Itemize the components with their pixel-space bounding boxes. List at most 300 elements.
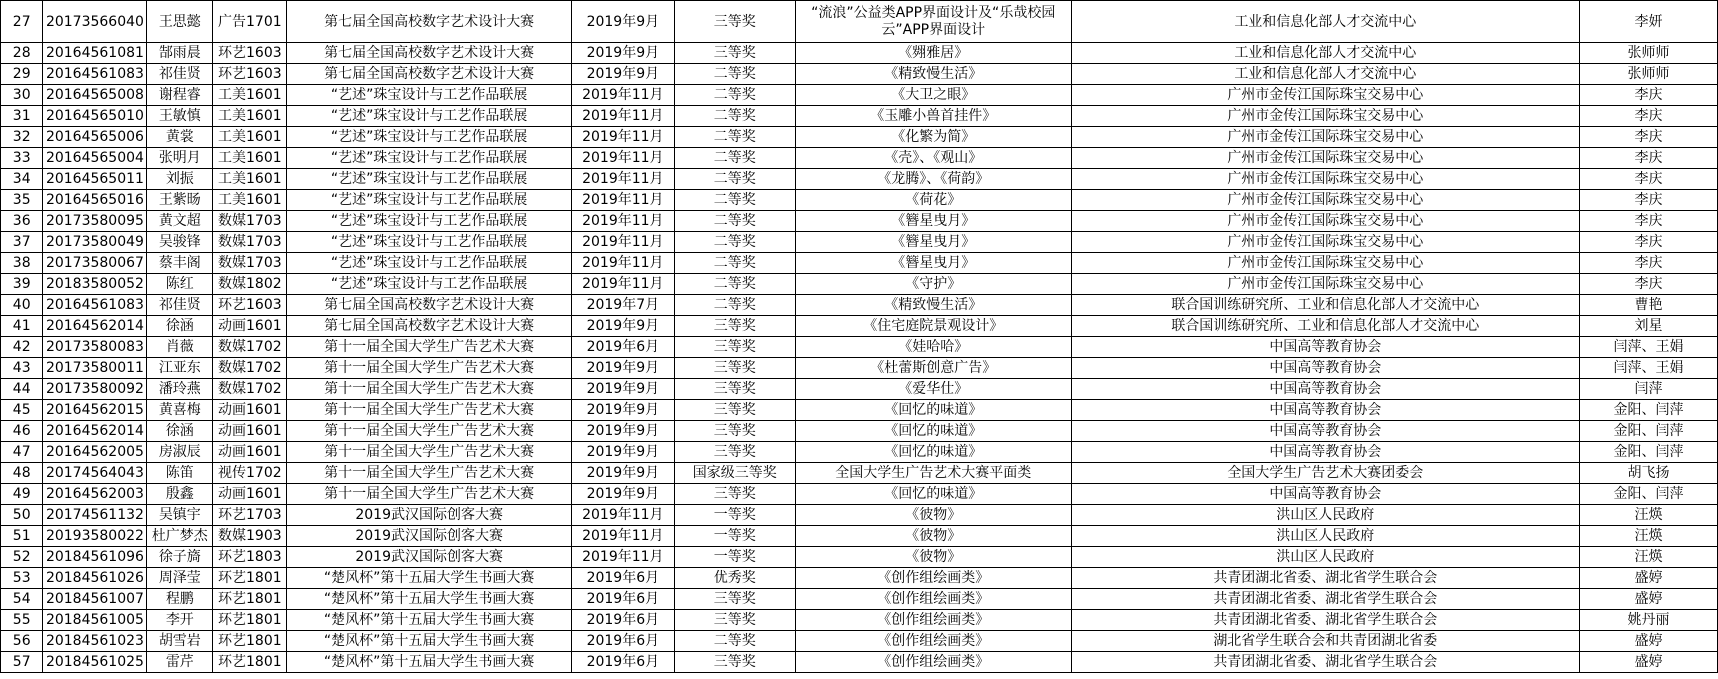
student-name-cell: 潘玲燕 xyxy=(147,379,213,400)
row-number-cell: 42 xyxy=(1,337,43,358)
organizer-cell: 全国大学生广告艺术大赛团委会 xyxy=(1071,463,1579,484)
advisor-cell: 汪煐 xyxy=(1579,526,1717,547)
date-cell: 2019年9月 xyxy=(571,484,674,505)
work-title-cell: 《精致慢生活》 xyxy=(795,295,1071,316)
student-id-cell: 20164562014 xyxy=(43,421,147,442)
organizer-cell: 工业和信息化部人才交流中心 xyxy=(1071,64,1579,85)
table-row xyxy=(1,253,1718,274)
date-cell: 2019年6月 xyxy=(571,589,674,610)
award-cell: 二等奖 xyxy=(674,106,795,127)
row-number-cell: 45 xyxy=(1,400,43,421)
row-number-cell: 33 xyxy=(1,148,43,169)
class-cell: 环艺1801 xyxy=(213,568,287,589)
class-cell: 数媒1703 xyxy=(213,211,287,232)
work-title-cell: “流浪”公益类APP界面设计及“乐哉校园云”APP界面设计 xyxy=(795,1,1071,43)
organizer-cell: 中国高等教育协会 xyxy=(1071,484,1579,505)
date-cell: 2019年9月 xyxy=(571,358,674,379)
competition-cell: “艺述”珠宝设计与工艺作品联展 xyxy=(287,148,571,169)
competition-cell: “楚风杯”第十五届大学生书画大赛 xyxy=(287,589,571,610)
class-cell: 动画1601 xyxy=(213,484,287,505)
advisor-cell: 闫萍、王娟 xyxy=(1579,337,1717,358)
competition-cell: 第十一届全国大学生广告艺术大赛 xyxy=(287,421,571,442)
table-row xyxy=(1,421,1718,442)
competition-cell: 第十一届全国大学生广告艺术大赛 xyxy=(287,484,571,505)
date-cell: 2019年11月 xyxy=(571,85,674,106)
work-title-cell: 《创作组绘画类》 xyxy=(795,610,1071,631)
advisor-cell: 盛婷 xyxy=(1579,631,1717,652)
organizer-cell: 广州市金传江国际珠宝交易中心 xyxy=(1071,106,1579,127)
table-row xyxy=(1,232,1718,253)
award-cell: 二等奖 xyxy=(674,64,795,85)
student-name-cell: 杜广梦杰 xyxy=(147,526,213,547)
advisor-cell: 李庆 xyxy=(1579,274,1717,295)
row-number-cell: 54 xyxy=(1,589,43,610)
work-title-cell: 《杜蕾斯创意广告》 xyxy=(795,358,1071,379)
competition-cell: 第七届全国高校数字艺术设计大赛 xyxy=(287,316,571,337)
competition-cell: “楚风杯”第十五届大学生书画大赛 xyxy=(287,631,571,652)
student-name-cell: 黄裳 xyxy=(147,127,213,148)
student-id-cell: 20173580049 xyxy=(43,232,147,253)
award-cell: 二等奖 xyxy=(674,295,795,316)
student-name-cell: 蔡丰阁 xyxy=(147,253,213,274)
organizer-cell: 洪山区人民政府 xyxy=(1071,526,1579,547)
work-title-cell: 《回忆的味道》 xyxy=(795,442,1071,463)
competition-cell: 2019武汉国际创客大赛 xyxy=(287,505,571,526)
competition-cell: “艺述”珠宝设计与工艺作品联展 xyxy=(287,211,571,232)
class-cell: 环艺1603 xyxy=(213,43,287,64)
student-id-cell: 20184561023 xyxy=(43,631,147,652)
student-name-cell: 张明月 xyxy=(147,148,213,169)
class-cell: 环艺1801 xyxy=(213,610,287,631)
competition-cell: 第十一届全国大学生广告艺术大赛 xyxy=(287,358,571,379)
award-cell: 三等奖 xyxy=(674,43,795,64)
class-cell: 工美1601 xyxy=(213,85,287,106)
student-name-cell: 吴镇宇 xyxy=(147,505,213,526)
table-row xyxy=(1,589,1718,610)
award-cell: 二等奖 xyxy=(674,631,795,652)
work-title-cell: 《荷花》 xyxy=(795,190,1071,211)
student-id-cell: 20164561081 xyxy=(43,43,147,64)
row-number-cell: 50 xyxy=(1,505,43,526)
row-number-cell: 29 xyxy=(1,64,43,85)
date-cell: 2019年11月 xyxy=(571,253,674,274)
student-id-cell: 20164565008 xyxy=(43,85,147,106)
row-number-cell: 53 xyxy=(1,568,43,589)
table-row xyxy=(1,400,1718,421)
table-row xyxy=(1,211,1718,232)
date-cell: 2019年9月 xyxy=(571,1,674,43)
organizer-cell: 中国高等教育协会 xyxy=(1071,358,1579,379)
student-name-cell: 祁佳贤 xyxy=(147,64,213,85)
work-title-cell: 《创作组绘画类》 xyxy=(795,568,1071,589)
date-cell: 2019年11月 xyxy=(571,148,674,169)
class-cell: 数媒1903 xyxy=(213,526,287,547)
organizer-cell: 中国高等教育协会 xyxy=(1071,442,1579,463)
advisor-cell: 汪煐 xyxy=(1579,547,1717,568)
competition-cell: “艺述”珠宝设计与工艺作品联展 xyxy=(287,127,571,148)
date-cell: 2019年11月 xyxy=(571,106,674,127)
class-cell: 动画1601 xyxy=(213,421,287,442)
competition-cell: “艺述”珠宝设计与工艺作品联展 xyxy=(287,85,571,106)
work-title-cell: 《精致慢生活》 xyxy=(795,64,1071,85)
work-title-cell: 《创作组绘画类》 xyxy=(795,631,1071,652)
award-cell: 三等奖 xyxy=(674,400,795,421)
table-row xyxy=(1,358,1718,379)
date-cell: 2019年9月 xyxy=(571,316,674,337)
student-id-cell: 20174564043 xyxy=(43,463,147,484)
class-cell: 工美1601 xyxy=(213,148,287,169)
organizer-cell: 广州市金传江国际珠宝交易中心 xyxy=(1071,169,1579,190)
class-cell: 工美1601 xyxy=(213,190,287,211)
award-cell: 二等奖 xyxy=(674,190,795,211)
student-name-cell: 祁佳贤 xyxy=(147,295,213,316)
advisor-cell: 闫萍 xyxy=(1579,379,1717,400)
award-cell: 二等奖 xyxy=(674,232,795,253)
competition-cell: 第十一届全国大学生广告艺术大赛 xyxy=(287,442,571,463)
row-number-cell: 44 xyxy=(1,379,43,400)
table-row xyxy=(1,295,1718,316)
work-title-cell: 《守护》 xyxy=(795,274,1071,295)
work-title-cell: 《住宅庭院景观设计》 xyxy=(795,316,1071,337)
award-cell: 三等奖 xyxy=(674,358,795,379)
student-id-cell: 20173580095 xyxy=(43,211,147,232)
row-number-cell: 51 xyxy=(1,526,43,547)
work-title-cell: 《翙雅居》 xyxy=(795,43,1071,64)
work-title-cell: 《彼物》 xyxy=(795,547,1071,568)
advisor-cell: 金阳、闫萍 xyxy=(1579,400,1717,421)
student-name-cell: 王思懿 xyxy=(147,1,213,43)
class-cell: 动画1601 xyxy=(213,400,287,421)
date-cell: 2019年6月 xyxy=(571,337,674,358)
row-number-cell: 36 xyxy=(1,211,43,232)
row-number-cell: 37 xyxy=(1,232,43,253)
class-cell: 环艺1803 xyxy=(213,547,287,568)
advisor-cell: 金阳、闫萍 xyxy=(1579,421,1717,442)
advisor-cell: 盛婷 xyxy=(1579,652,1717,673)
student-name-cell: 郜雨晨 xyxy=(147,43,213,64)
student-name-cell: 陈笛 xyxy=(147,463,213,484)
advisor-cell: 汪煐 xyxy=(1579,505,1717,526)
student-id-cell: 20164565006 xyxy=(43,127,147,148)
award-cell: 二等奖 xyxy=(674,127,795,148)
organizer-cell: 湖北省学生联合会和共青团湖北省委 xyxy=(1071,631,1579,652)
organizer-cell: 洪山区人民政府 xyxy=(1071,505,1579,526)
award-cell: 三等奖 xyxy=(674,1,795,43)
table-row xyxy=(1,85,1718,106)
organizer-cell: 工业和信息化部人才交流中心 xyxy=(1071,1,1579,43)
class-cell: 环艺1801 xyxy=(213,589,287,610)
competition-cell: “楚风杯”第十五届大学生书画大赛 xyxy=(287,652,571,673)
table-row xyxy=(1,463,1718,484)
competition-cell: 第十一届全国大学生广告艺术大赛 xyxy=(287,337,571,358)
organizer-cell: 中国高等教育协会 xyxy=(1071,337,1579,358)
class-cell: 环艺1801 xyxy=(213,652,287,673)
advisor-cell: 刘星 xyxy=(1579,316,1717,337)
date-cell: 2019年9月 xyxy=(571,400,674,421)
student-id-cell: 20173580083 xyxy=(43,337,147,358)
work-title-cell: 《回忆的味道》 xyxy=(795,421,1071,442)
class-cell: 环艺1703 xyxy=(213,505,287,526)
competition-cell: “楚风杯”第十五届大学生书画大赛 xyxy=(287,610,571,631)
student-name-cell: 黄喜梅 xyxy=(147,400,213,421)
organizer-cell: 中国高等教育协会 xyxy=(1071,379,1579,400)
award-cell: 三等奖 xyxy=(674,589,795,610)
advisor-cell: 李庆 xyxy=(1579,85,1717,106)
student-id-cell: 20164562003 xyxy=(43,484,147,505)
student-id-cell: 20174561132 xyxy=(43,505,147,526)
student-id-cell: 20164562005 xyxy=(43,442,147,463)
row-number-cell: 31 xyxy=(1,106,43,127)
class-cell: 视传1702 xyxy=(213,463,287,484)
competition-cell: 第七届全国高校数字艺术设计大赛 xyxy=(287,64,571,85)
student-name-cell: 程鹏 xyxy=(147,589,213,610)
date-cell: 2019年9月 xyxy=(571,421,674,442)
student-name-cell: 徐涵 xyxy=(147,316,213,337)
class-cell: 数媒1703 xyxy=(213,253,287,274)
student-name-cell: 黄文超 xyxy=(147,211,213,232)
award-cell: 一等奖 xyxy=(674,526,795,547)
student-id-cell: 20173580067 xyxy=(43,253,147,274)
competition-cell: 第七届全国高校数字艺术设计大赛 xyxy=(287,295,571,316)
organizer-cell: 中国高等教育协会 xyxy=(1071,421,1579,442)
competition-cell: “艺述”珠宝设计与工艺作品联展 xyxy=(287,169,571,190)
advisor-cell: 李庆 xyxy=(1579,148,1717,169)
student-id-cell: 20184561007 xyxy=(43,589,147,610)
organizer-cell: 共青团湖北省委、湖北省学生联合会 xyxy=(1071,652,1579,673)
award-cell: 优秀奖 xyxy=(674,568,795,589)
row-number-cell: 38 xyxy=(1,253,43,274)
table-row xyxy=(1,652,1718,673)
row-number-cell: 27 xyxy=(1,1,43,43)
work-title-cell: 《壳》、《观山》 xyxy=(795,148,1071,169)
advisor-cell: 李庆 xyxy=(1579,211,1717,232)
student-id-cell: 20173580011 xyxy=(43,358,147,379)
student-name-cell: 殷鑫 xyxy=(147,484,213,505)
student-name-cell: 刘振 xyxy=(147,169,213,190)
award-cell: 三等奖 xyxy=(674,316,795,337)
row-number-cell: 46 xyxy=(1,421,43,442)
student-name-cell: 徐子旖 xyxy=(147,547,213,568)
organizer-cell: 广州市金传江国际珠宝交易中心 xyxy=(1071,85,1579,106)
table-row xyxy=(1,379,1718,400)
work-title-cell: 《回忆的味道》 xyxy=(795,400,1071,421)
date-cell: 2019年11月 xyxy=(571,547,674,568)
competition-cell: 第七届全国高校数字艺术设计大赛 xyxy=(287,1,571,43)
row-number-cell: 52 xyxy=(1,547,43,568)
row-number-cell: 32 xyxy=(1,127,43,148)
award-cell: 一等奖 xyxy=(674,547,795,568)
table-row xyxy=(1,631,1718,652)
award-cell: 二等奖 xyxy=(674,211,795,232)
work-title-cell: 《大卫之眼》 xyxy=(795,85,1071,106)
organizer-cell: 工业和信息化部人才交流中心 xyxy=(1071,43,1579,64)
date-cell: 2019年6月 xyxy=(571,652,674,673)
organizer-cell: 广州市金传江国际珠宝交易中心 xyxy=(1071,211,1579,232)
advisor-cell: 盛婷 xyxy=(1579,568,1717,589)
award-cell: 三等奖 xyxy=(674,337,795,358)
work-title-cell: 《爱华仕》 xyxy=(795,379,1071,400)
student-name-cell: 谢程睿 xyxy=(147,85,213,106)
student-id-cell: 20173566040 xyxy=(43,1,147,43)
date-cell: 2019年9月 xyxy=(571,43,674,64)
row-number-cell: 41 xyxy=(1,316,43,337)
class-cell: 数媒1702 xyxy=(213,337,287,358)
table-row xyxy=(1,1,1718,43)
award-cell: 二等奖 xyxy=(674,253,795,274)
class-cell: 环艺1603 xyxy=(213,64,287,85)
table-row xyxy=(1,148,1718,169)
table-body xyxy=(1,1,1718,673)
date-cell: 2019年9月 xyxy=(571,64,674,85)
table-row xyxy=(1,274,1718,295)
student-name-cell: 王敏慎 xyxy=(147,106,213,127)
competition-cell: “艺述”珠宝设计与工艺作品联展 xyxy=(287,190,571,211)
student-id-cell: 20164562014 xyxy=(43,316,147,337)
organizer-cell: 广州市金传江国际珠宝交易中心 xyxy=(1071,127,1579,148)
advisor-cell: 李庆 xyxy=(1579,232,1717,253)
date-cell: 2019年11月 xyxy=(571,274,674,295)
date-cell: 2019年11月 xyxy=(571,526,674,547)
advisor-cell: 张师师 xyxy=(1579,64,1717,85)
organizer-cell: 共青团湖北省委、湖北省学生联合会 xyxy=(1071,589,1579,610)
date-cell: 2019年6月 xyxy=(571,610,674,631)
award-cell: 三等奖 xyxy=(674,421,795,442)
student-name-cell: 李开 xyxy=(147,610,213,631)
organizer-cell: 广州市金传江国际珠宝交易中心 xyxy=(1071,274,1579,295)
class-cell: 环艺1603 xyxy=(213,295,287,316)
class-cell: 广告1701 xyxy=(213,1,287,43)
table-row xyxy=(1,484,1718,505)
table-row xyxy=(1,190,1718,211)
competition-cell: 第十一届全国大学生广告艺术大赛 xyxy=(287,400,571,421)
work-title-cell: 全国大学生广告艺术大赛平面类 xyxy=(795,463,1071,484)
student-id-cell: 20164565011 xyxy=(43,169,147,190)
table-row xyxy=(1,337,1718,358)
advisor-cell: 姚丹丽 xyxy=(1579,610,1717,631)
date-cell: 2019年7月 xyxy=(571,295,674,316)
date-cell: 2019年11月 xyxy=(571,211,674,232)
competition-cell: “艺述”珠宝设计与工艺作品联展 xyxy=(287,232,571,253)
work-title-cell: 《玉雕小兽首挂件》 xyxy=(795,106,1071,127)
organizer-cell: 联合国训练研究所、工业和信息化部人才交流中心 xyxy=(1071,295,1579,316)
competition-cell: “艺述”珠宝设计与工艺作品联展 xyxy=(287,274,571,295)
table-row xyxy=(1,526,1718,547)
table-row xyxy=(1,106,1718,127)
award-cell: 二等奖 xyxy=(674,148,795,169)
advisor-cell: 曹艳 xyxy=(1579,295,1717,316)
class-cell: 环艺1801 xyxy=(213,631,287,652)
work-title-cell: 《彼物》 xyxy=(795,526,1071,547)
date-cell: 2019年6月 xyxy=(571,631,674,652)
organizer-cell: 共青团湖北省委、湖北省学生联合会 xyxy=(1071,610,1579,631)
work-title-cell: 《回忆的味道》 xyxy=(795,484,1071,505)
date-cell: 2019年11月 xyxy=(571,169,674,190)
class-cell: 工美1601 xyxy=(213,169,287,190)
competition-cell: 第七届全国高校数字艺术设计大赛 xyxy=(287,43,571,64)
competition-cell: “艺述”珠宝设计与工艺作品联展 xyxy=(287,106,571,127)
table-row xyxy=(1,64,1718,85)
student-id-cell: 20184561026 xyxy=(43,568,147,589)
table-row xyxy=(1,568,1718,589)
table-row xyxy=(1,169,1718,190)
advisor-cell: 盛婷 xyxy=(1579,589,1717,610)
work-title-cell: 《创作组绘画类》 xyxy=(795,652,1071,673)
competition-cell: 2019武汉国际创客大赛 xyxy=(287,526,571,547)
award-cell: 三等奖 xyxy=(674,442,795,463)
work-title-cell: 《簪星曳月》 xyxy=(795,253,1071,274)
competition-cell: “艺述”珠宝设计与工艺作品联展 xyxy=(287,253,571,274)
award-cell: 二等奖 xyxy=(674,169,795,190)
row-number-cell: 28 xyxy=(1,43,43,64)
date-cell: 2019年9月 xyxy=(571,379,674,400)
advisor-cell: 李庆 xyxy=(1579,127,1717,148)
student-id-cell: 20164561083 xyxy=(43,295,147,316)
date-cell: 2019年9月 xyxy=(571,442,674,463)
student-id-cell: 20184561025 xyxy=(43,652,147,673)
advisor-cell: 李庆 xyxy=(1579,106,1717,127)
class-cell: 动画1601 xyxy=(213,442,287,463)
row-number-cell: 56 xyxy=(1,631,43,652)
student-id-cell: 20193580022 xyxy=(43,526,147,547)
table-row xyxy=(1,610,1718,631)
student-id-cell: 20164562015 xyxy=(43,400,147,421)
student-name-cell: 房淑辰 xyxy=(147,442,213,463)
organizer-cell: 中国高等教育协会 xyxy=(1071,400,1579,421)
table-row xyxy=(1,547,1718,568)
student-name-cell: 雷芹 xyxy=(147,652,213,673)
work-title-cell: 《簪星曳月》 xyxy=(795,211,1071,232)
student-id-cell: 20184561096 xyxy=(43,547,147,568)
work-title-cell: 《化繁为简》 xyxy=(795,127,1071,148)
student-id-cell: 20164565016 xyxy=(43,190,147,211)
date-cell: 2019年11月 xyxy=(571,190,674,211)
advisor-cell: 李庆 xyxy=(1579,169,1717,190)
row-number-cell: 55 xyxy=(1,610,43,631)
student-name-cell: 胡雪岩 xyxy=(147,631,213,652)
row-number-cell: 47 xyxy=(1,442,43,463)
competition-cell: 2019武汉国际创客大赛 xyxy=(287,547,571,568)
competition-cell: 第十一届全国大学生广告艺术大赛 xyxy=(287,379,571,400)
student-id-cell: 20164561083 xyxy=(43,64,147,85)
row-number-cell: 35 xyxy=(1,190,43,211)
competition-cell: “楚风杯”第十五届大学生书画大赛 xyxy=(287,568,571,589)
table-row xyxy=(1,127,1718,148)
award-cell: 国家级三等奖 xyxy=(674,463,795,484)
student-name-cell: 吴骏锋 xyxy=(147,232,213,253)
organizer-cell: 洪山区人民政府 xyxy=(1071,547,1579,568)
student-name-cell: 王紫旸 xyxy=(147,190,213,211)
advisor-cell: 李妍 xyxy=(1579,1,1717,43)
student-name-cell: 徐涵 xyxy=(147,421,213,442)
student-id-cell: 20183580052 xyxy=(43,274,147,295)
date-cell: 2019年11月 xyxy=(571,505,674,526)
award-cell: 三等奖 xyxy=(674,652,795,673)
advisor-cell: 闫萍、王娟 xyxy=(1579,358,1717,379)
student-id-cell: 20173580092 xyxy=(43,379,147,400)
row-number-cell: 43 xyxy=(1,358,43,379)
advisor-cell: 胡飞扬 xyxy=(1579,463,1717,484)
class-cell: 数媒1702 xyxy=(213,379,287,400)
table-row xyxy=(1,505,1718,526)
work-title-cell: 《彼物》 xyxy=(795,505,1071,526)
advisor-cell: 李庆 xyxy=(1579,190,1717,211)
class-cell: 工美1601 xyxy=(213,106,287,127)
award-cell: 三等奖 xyxy=(674,484,795,505)
row-number-cell: 40 xyxy=(1,295,43,316)
competition-cell: 第十一届全国大学生广告艺术大赛 xyxy=(287,463,571,484)
student-name-cell: 江亚东 xyxy=(147,358,213,379)
row-number-cell: 57 xyxy=(1,652,43,673)
